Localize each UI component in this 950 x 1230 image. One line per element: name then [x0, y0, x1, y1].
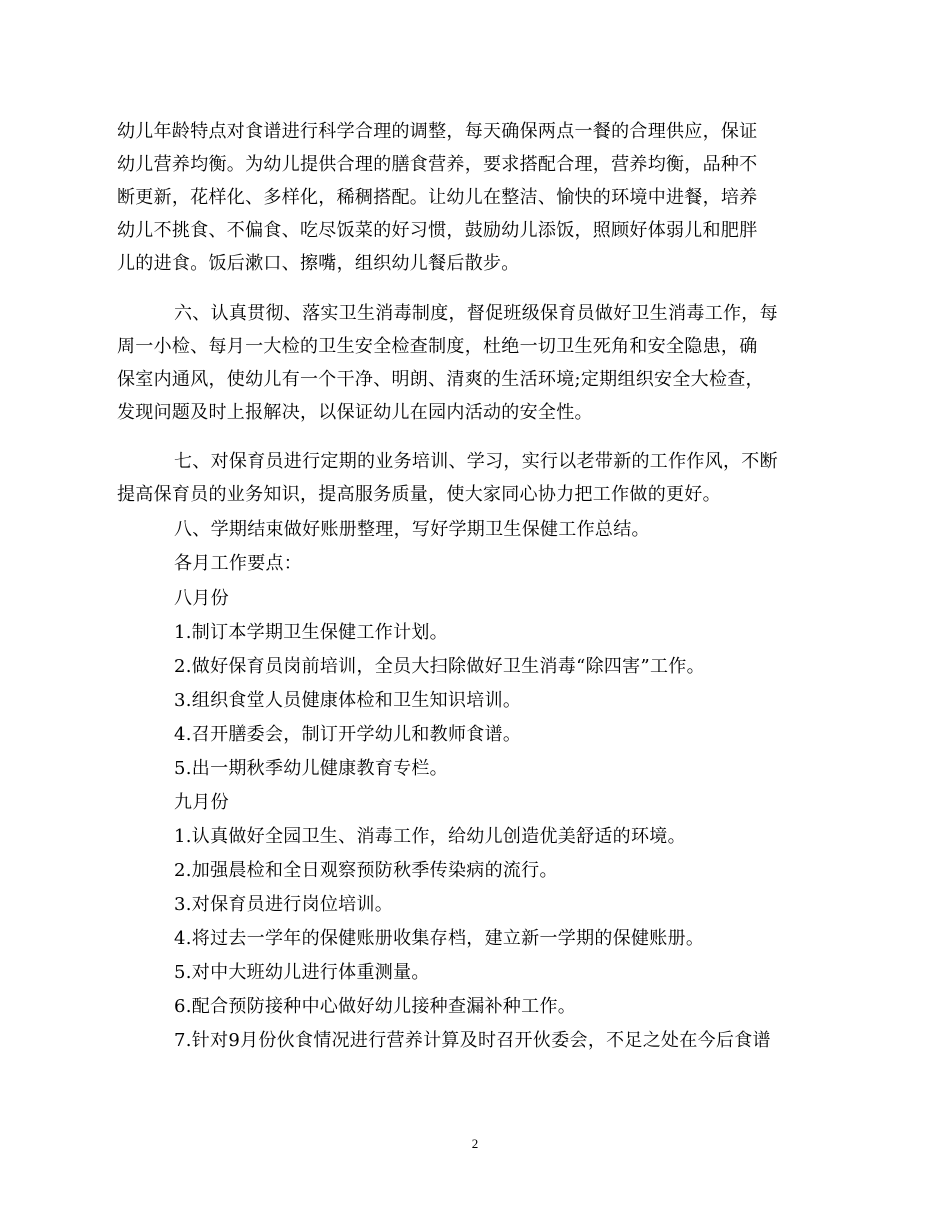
text-line: 各月工作要点： — [174, 553, 303, 574]
text-line: 3.对保育员进行岗位培训。 — [174, 894, 394, 915]
text-line: 3.组织食堂人员健康体检和卫生知识培训。 — [174, 690, 522, 711]
text-line: 5.出一期秋季幼儿健康教育专栏。 — [174, 758, 448, 779]
page-number: 2 — [471, 1136, 479, 1151]
text-line: 2.加强晨检和全日观察预防秋季传染病的流行。 — [174, 860, 558, 881]
text-line: 八月份 — [174, 588, 229, 609]
text-line: 6.配合预防接种中心做好幼儿接种查漏补种工作。 — [174, 996, 577, 1017]
text-line: 八、学期结束做好账册整理，写好学期卫生保健工作总结。 — [174, 519, 650, 540]
text-line: 儿的进食。饭后漱口、擦嘴，组织幼儿餐后散步。 — [117, 253, 520, 274]
text-line: 4.将过去一学年的保健账册收集存档，建立新一学期的保健账册。 — [174, 928, 705, 949]
text-line: 幼儿营养均衡。为幼儿提供合理的膳食营养，要求搭配合理，营养均衡，品种不 — [117, 154, 758, 175]
text-line: 保室内通风，使幼儿有一个干净、明朗、清爽的生活环境;定期组织安全大检查， — [117, 369, 764, 390]
text-line: 发现问题及时上报解决，以保证幼儿在园内活动的安全性。 — [117, 402, 593, 423]
text-line: 1.认真做好全园卫生、消毒工作，给幼儿创造优美舒适的环境。 — [174, 826, 686, 847]
text-line: 六、认真贯彻、落实卫生消毒制度，督促班级保育员做好卫生消毒工作，每 — [174, 303, 778, 324]
text-line: 周一小检、每月一大检的卫生安全检查制度，杜绝一切卫生死角和安全隐患，确 — [117, 336, 758, 357]
text-line: 提高保育员的业务知识，提高服务质量，使大家同心协力把工作做的更好。 — [117, 484, 721, 505]
text-line: 5.对中大班幼儿进行体重测量。 — [174, 962, 430, 983]
text-line: 断更新，花样化、多样化，稀稠搭配。让幼儿在整洁、愉快的环境中进餐，培养 — [117, 187, 758, 208]
text-line: 2.做好保育员岗前培训，全员大扫除做好卫生消毒“除四害”工作。 — [174, 656, 705, 677]
text-line: 7.针对9月份伙食情况进行营养计算及时召开伙委会，不足之处在今后食谱 — [174, 1030, 771, 1051]
text-line: 1.制订本学期卫生保健工作计划。 — [174, 622, 448, 643]
text-line: 4.召开膳委会，制订开学幼儿和教师食谱。 — [174, 724, 522, 745]
text-line: 幼儿不挑食、不偏食、吃尽饭菜的好习惯，鼓励幼儿添饭，照顾好体弱儿和肥胖 — [117, 220, 758, 241]
text-line: 幼儿年龄特点对食谱进行科学合理的调整，每天确保两点一餐的合理供应，保证 — [117, 121, 758, 142]
text-line: 七、对保育员进行定期的业务培训、学习，实行以老带新的工作作风，不断 — [174, 451, 778, 472]
text-line: 九月份 — [174, 792, 229, 813]
